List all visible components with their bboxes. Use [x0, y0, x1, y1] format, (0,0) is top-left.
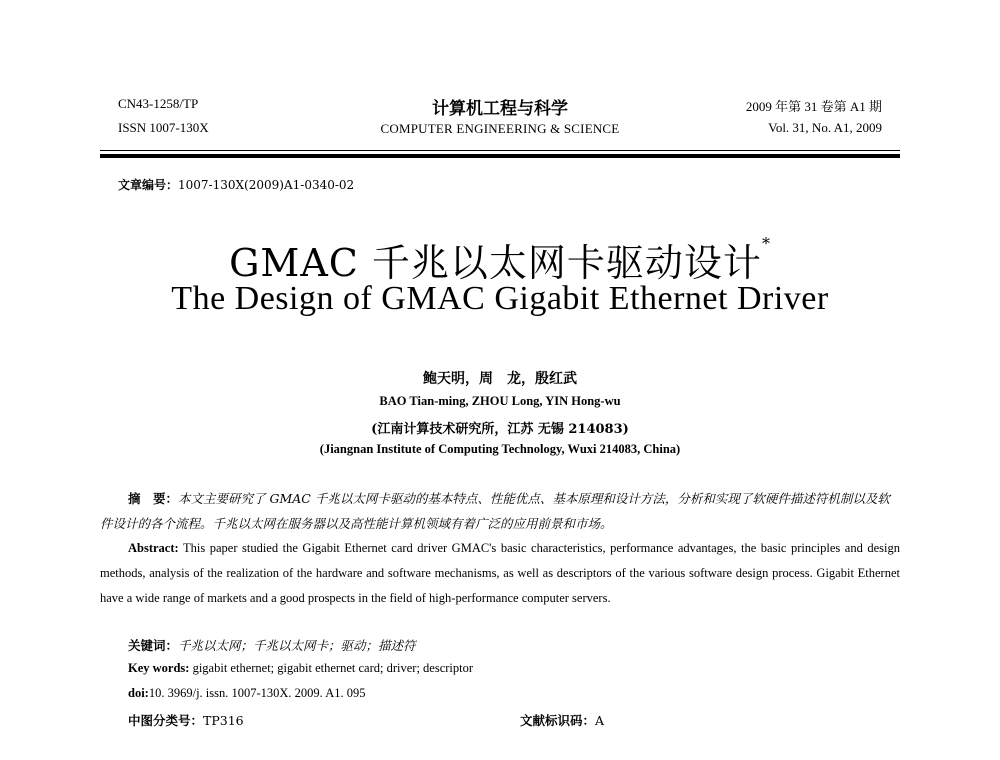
abstract-en-text: This paper studied the Gigabit Ethernet card driver GMAC's basic characteristics, performance advantages, the basic principles and design methods, analysis of the realization of the hardware and software mechanisms, as well as descriptors of the various software design process. Gigabit Ethernet have a wide range of markets and a good prospects in the field of high-performance computer servers.: [100, 541, 900, 605]
article-number: [118, 176, 354, 193]
abstract-cn-label: 摘 要：: [128, 491, 179, 506]
abstract-cn: [100, 486, 900, 536]
keywords-cn: [128, 636, 416, 654]
clc-label: 中图分类号：: [128, 713, 204, 728]
authors-cn: 鲍天明，周 龙，殷红武: [423, 371, 577, 387]
journal-title-cn: 计算机工程与科学: [432, 99, 568, 119]
doi-label: doi:: [128, 686, 149, 700]
affiliation-en: (Jiangnan Institute of Computing Technology, Wuxi 214083, China): [319, 442, 681, 456]
doc-code-label: 文献标识码：: [520, 713, 596, 728]
paper-title-cn-text: GMAC 千兆以太网卡驱动设计: [229, 241, 762, 285]
header-rule-thick: [100, 154, 900, 158]
document-code: [520, 711, 604, 729]
keywords-en-value: gigabit ethernet; gigabit ethernet card; driver; descriptor: [189, 661, 474, 675]
clc-value: TP316: [203, 713, 244, 728]
header-rule-thin: [100, 150, 900, 151]
article-number-label: 文章编号：: [118, 178, 179, 192]
cn-number: CN43-1258/TP: [118, 96, 199, 111]
abstract-en-label: Abstract:: [128, 541, 179, 555]
issue-cn: 2009 年第 31 卷第 A1 期: [745, 99, 882, 114]
keywords-cn-label: 关键词：: [128, 638, 179, 653]
authors-en: BAO Tian-ming, ZHOU Long, YIN Hong-wu: [379, 394, 621, 408]
keywords-cn-value: 千兆以太网；千兆以太网卡；驱动；描述符: [178, 638, 416, 653]
issn: ISSN 1007-130X: [118, 120, 209, 135]
affiliation-cn: (江南计算技术研究所，江苏 无锡 214083): [371, 422, 629, 437]
doi-value: 10. 3969/j. issn. 1007-130X. 2009. A1. 095: [148, 686, 366, 700]
paper-title-cn: [0, 232, 1000, 287]
clc-number: [128, 711, 244, 729]
doi: [128, 686, 366, 701]
article-number-value: 1007-130X(2009)A1-0340-02: [178, 178, 355, 192]
journal-title-en: COMPUTER ENGINEERING & SCIENCE: [380, 121, 620, 136]
keywords-en-label: Key words:: [128, 661, 190, 675]
abstract-en: [100, 536, 900, 611]
keywords-en: [128, 661, 473, 676]
title-footnote-mark: *: [761, 234, 771, 253]
issue-en: Vol. 31, No. A1, 2009: [768, 120, 882, 135]
abstract-cn-text: 本文主要研究了 GMAC 千兆以太网卡驱动的基本特点、性能优点、基本原理和设计方法，分析和实现了软硬件描述符机制以及软件设计的各个流程。千兆以太网在服务器以及高性能计算机领域有着广泛的应用前景和市场。: [100, 491, 890, 531]
paper-title-en: The Design of GMAC Gigabit Ethernet Driver: [171, 280, 829, 317]
doc-code-value: A: [595, 713, 605, 728]
